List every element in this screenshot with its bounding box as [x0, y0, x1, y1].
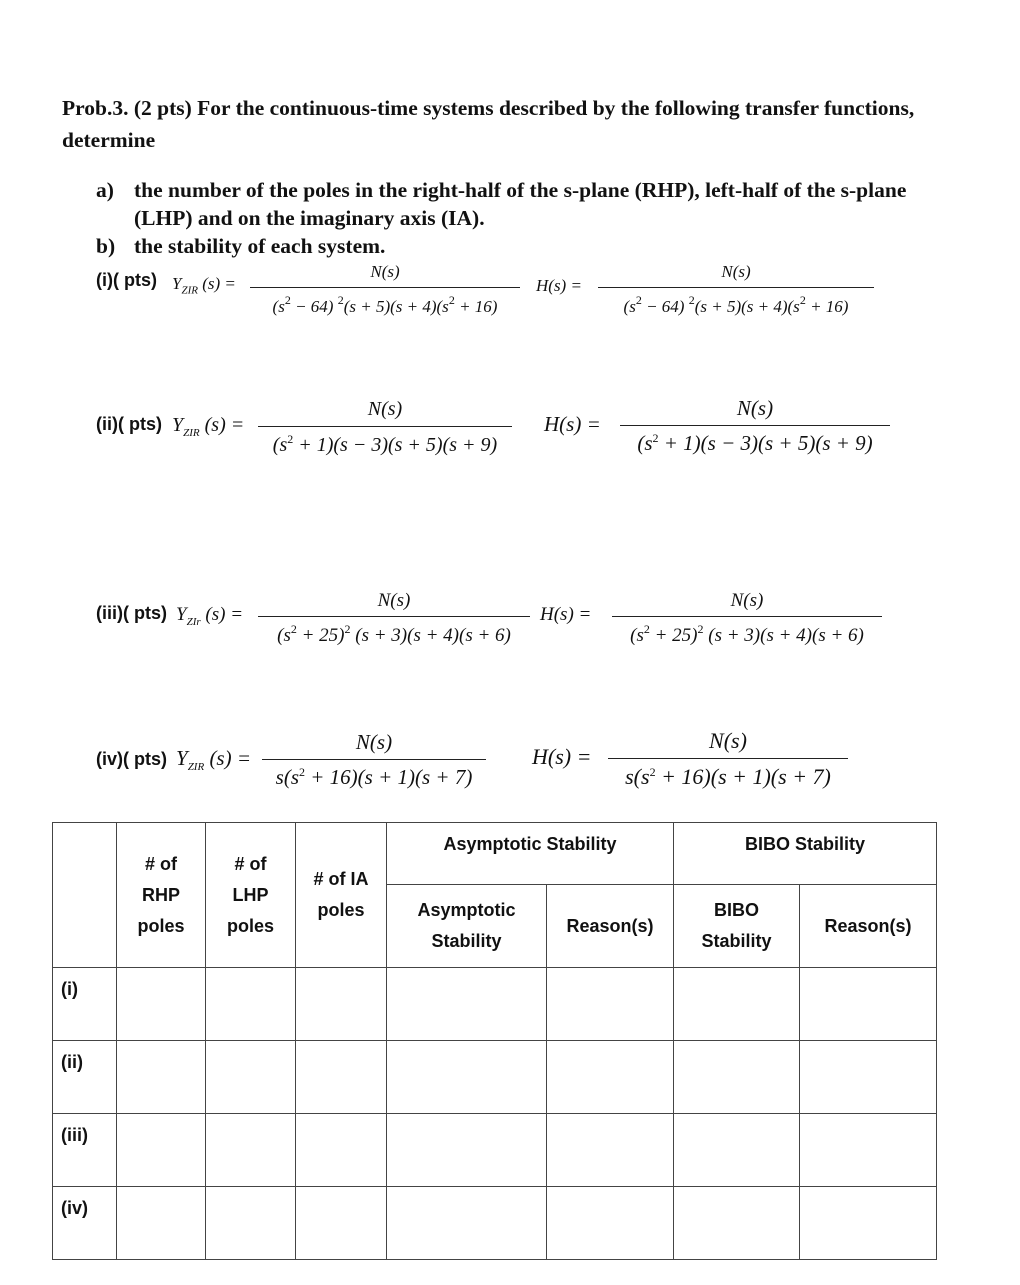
- system-i-label: (i)( pts): [96, 270, 157, 290]
- system-i-h-lhs: H(s) =: [536, 276, 582, 295]
- system-iii-h-numerator: N(s): [730, 590, 764, 611]
- cell-bibo-iv[interactable]: [674, 1187, 800, 1260]
- table-row: [53, 1114, 937, 1187]
- cell-rhp-iv[interactable]: [117, 1187, 206, 1260]
- system-iii-h-lhs: H(s) =: [540, 604, 592, 625]
- system-ii-y-lhs: $Y_{ZIR}$ (s) =: [172, 414, 245, 439]
- answer-table: [52, 822, 937, 1260]
- system-iv-h-fraction-bar: [608, 758, 848, 759]
- cell-asymptotic-reason-ii[interactable]: [547, 1041, 674, 1114]
- system-i-y-numerator: N(s): [370, 262, 400, 281]
- system-iv-h-denominator: $s(s^2 + 16)(s + 1)(s + 7)$: [625, 764, 831, 789]
- subheader-bibo-reasons: Reason(s): [800, 885, 937, 968]
- system-ii-h-lhs: H(s) =: [544, 412, 601, 436]
- system-ii-h-numerator: N(s): [736, 396, 774, 420]
- cell-ia-iii[interactable]: [296, 1114, 387, 1187]
- system-i-h-numerator: N(s): [721, 262, 751, 281]
- system-iii-y-fraction-bar: [258, 616, 530, 617]
- header-lhp-poles: # of LHP poles: [206, 823, 296, 968]
- subheader-asymptotic-reasons: Reason(s): [547, 885, 674, 968]
- system-iii-h-denominator: $(s^2 + 25)^2$ (s + 3)(s + 4)(s + 6): [630, 622, 864, 646]
- system-iii-h-fraction-bar: [612, 616, 882, 617]
- system-iv-h-numerator: N(s): [709, 728, 747, 753]
- table-row: [53, 1041, 937, 1114]
- cell-asymptotic-i[interactable]: [387, 968, 547, 1041]
- cell-asymptotic-reason-i[interactable]: [547, 968, 674, 1041]
- system-ii-label: (ii)( pts): [96, 414, 162, 434]
- subheader-bibo-stability: BIBO Stability: [674, 885, 800, 968]
- cell-bibo-i[interactable]: [674, 968, 800, 1041]
- row-label-iii: (iii): [53, 1114, 117, 1187]
- system-iii-y-denominator: $(s^2 + 25)^2$ (s + 3)(s + 4)(s + 6): [277, 622, 511, 646]
- header-rhp-poles: # of RHP poles: [117, 823, 206, 968]
- system-iv-y-fraction-bar: [262, 759, 486, 760]
- row-label-ii: (ii): [53, 1041, 117, 1114]
- part-a-marker: a): [96, 178, 114, 202]
- problem-title: Prob.3. (2 pts) For the continuous-time systems described by the following transfer functions, determine: [62, 96, 915, 152]
- system-ii-y-numerator: N(s): [367, 398, 403, 420]
- subheader-asymptotic-stability: Asymptotic Stability: [387, 885, 547, 968]
- cell-ia-i[interactable]: [296, 968, 387, 1041]
- part-b-marker: b): [96, 234, 116, 258]
- part-a-line2: (LHP) and on the imaginary axis (IA).: [134, 206, 485, 230]
- cell-lhp-ii[interactable]: [206, 1041, 296, 1114]
- part-a-line1: the number of the poles in the right-half of the s-plane (RHP), left-half of the s-plane: [134, 178, 907, 202]
- row-label-iv: (iv): [53, 1187, 117, 1260]
- system-iv-y-denominator: $s(s^2 + 16)(s + 1)(s + 7)$: [275, 765, 473, 789]
- system-iii-label: (iii)( pts): [96, 603, 167, 623]
- cell-lhp-i[interactable]: [206, 968, 296, 1041]
- system-iii-y-lhs: $Y_{ZIr}$ (s) =: [176, 604, 244, 628]
- system-iv-y-lhs: $Y_{ZIR}$ (s) =: [176, 746, 252, 774]
- cell-rhp-ii[interactable]: [117, 1041, 206, 1114]
- part-b-text: the stability of each system.: [134, 234, 386, 258]
- cell-lhp-iii[interactable]: [206, 1114, 296, 1187]
- cell-ia-ii[interactable]: [296, 1041, 387, 1114]
- table-corner-cell: [53, 823, 117, 968]
- system-ii-y-denominator: $(s^2 + 1)(s - 3)(s + 5)(s + 9)$: [272, 432, 498, 456]
- system-iv-h-lhs: H(s) =: [532, 744, 592, 769]
- cell-rhp-iii[interactable]: [117, 1114, 206, 1187]
- cell-ia-iv[interactable]: [296, 1187, 387, 1260]
- cell-asymptotic-iv[interactable]: [387, 1187, 547, 1260]
- system-i-h-denominator: $(s^2 - 64) ^2(s + 5)(s + 4)(s^2 + 16)$: [623, 293, 849, 316]
- system-i-h-fraction-bar: [598, 287, 874, 288]
- cell-bibo-reason-iv[interactable]: [800, 1187, 937, 1260]
- cell-bibo-reason-ii[interactable]: [800, 1041, 937, 1114]
- system-i-y-denominator: $(s^2 - 64) ^2(s + 5)(s + 4)(s^2 + 16)$: [272, 293, 498, 316]
- cell-rhp-i[interactable]: [117, 968, 206, 1041]
- system-iii-y-numerator: N(s): [377, 590, 411, 611]
- system-i-y-fraction-bar: [250, 287, 520, 288]
- cell-bibo-ii[interactable]: [674, 1041, 800, 1114]
- cell-bibo-reason-i[interactable]: [800, 968, 937, 1041]
- system-iv-label: (iv)( pts): [96, 749, 167, 769]
- cell-lhp-iv[interactable]: [206, 1187, 296, 1260]
- cell-bibo-reason-iii[interactable]: [800, 1114, 937, 1187]
- header-asymptotic-stability: Asymptotic Stability: [387, 823, 674, 885]
- system-ii-h-fraction-bar: [620, 425, 890, 426]
- system-ii-y-fraction-bar: [258, 426, 512, 427]
- table-row: [53, 1187, 937, 1260]
- system-ii-h-denominator: $(s^2 + 1)(s - 3)(s + 5)(s + 9)$: [637, 431, 873, 455]
- cell-asymptotic-ii[interactable]: [387, 1041, 547, 1114]
- system-i-y-lhs: $Y_{ZIR}$ (s) =: [172, 274, 236, 297]
- system-iv-y-numerator: N(s): [355, 730, 393, 754]
- cell-bibo-iii[interactable]: [674, 1114, 800, 1187]
- row-label-i: (i): [53, 968, 117, 1041]
- cell-asymptotic-iii[interactable]: [387, 1114, 547, 1187]
- cell-asymptotic-reason-iv[interactable]: [547, 1187, 674, 1260]
- header-bibo-stability: BIBO Stability: [674, 823, 937, 885]
- cell-asymptotic-reason-iii[interactable]: [547, 1114, 674, 1187]
- table-row: [53, 968, 937, 1041]
- header-ia-poles: # of IA poles: [296, 823, 387, 968]
